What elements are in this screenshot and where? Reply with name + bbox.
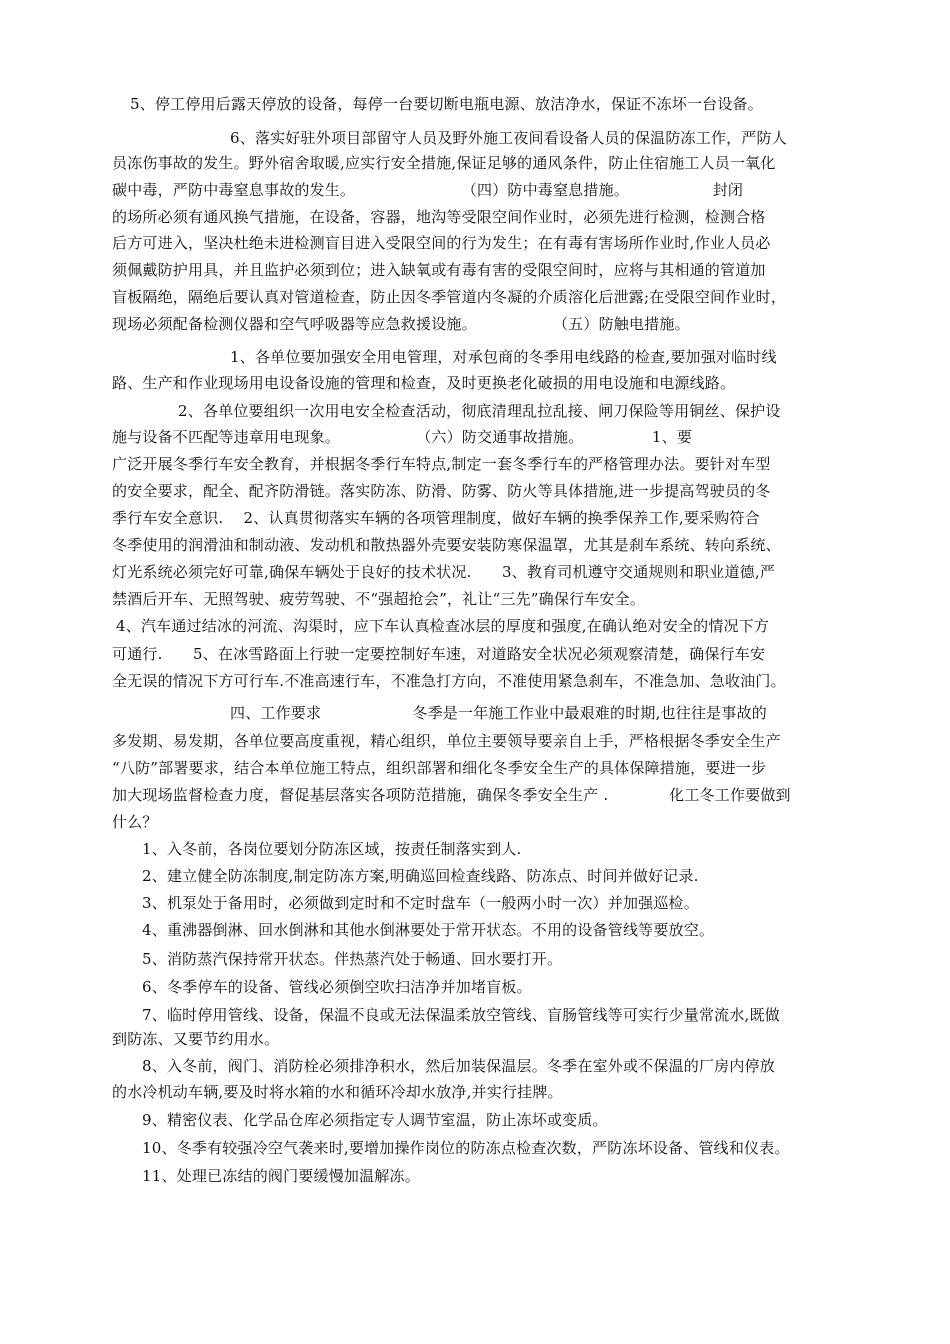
text-line-21: 可通行. 5、在冰雪路面上行驶一定要控制好车速，对道路安全状况必须观察清楚，确保行车安 [112,645,766,663]
text-line-32: 5、消防蒸汽保持常开状态。伴热蒸汽处于畅通、回水要打开。 [142,950,563,968]
text-line-20: 4、汽车通过结冰的河流、沟渠时，应下车认真检查冰层的厚度和强度,在确认绝对安全的情况下方 [116,617,770,635]
text-line-4: 碳中毒，严防中毒窒息事故的发生。 （四）防中毒窒息措施。 封闭 [112,181,744,199]
text-line-12: 2、各单位要组织一次用电安全检查活动，彻底清理乱拉乱接、闸刀保险等用铜丝、保护设 [178,402,781,420]
text-line-8: 盲板隔绝，隔绝后要认真对管道检查，防止因冬季管道内冬凝的介质溶化后泄露;在受限空间作业时， [112,288,787,306]
text-line-23: 四、工作要求 冬季是一年施工作业中最艰难的时期,也往往是事故的 [230,704,767,722]
text-line-3: 员冻伤事故的发生。野外宿舍取暖,应实行安全措施,保证足够的通风条件，防止住宿施工人员一氧化 [112,154,776,172]
text-line-26: 加大现场监督检查力度，督促基层落实各项防范措施，确保冬季安全生产 . 化工冬工作要做到 [112,786,791,804]
text-line-25: “八防”部署要求，结合本单位施工特点，组织部署和细化冬季安全生产的具体保障措施，要进一步 [112,759,767,777]
text-line-29: 2、建立健全防冻制度,制定防冻方案,明确巡回检查线路、防冻点、时间并做好记录. [142,867,699,885]
text-line-16: 季行车安全意识. 2、认真贯彻落实车辆的各项管理制度，做好车辆的换季保养工作,要采购符合 [112,509,760,527]
text-line-7: 须佩戴防护用具，并且监护必须到位；进入缺氧或有毒有害的受限空间时，应将与其相通的管道加 [112,261,766,279]
text-line-24: 多发期、易发期，各单位要高度重视，精心组织，单位主要领导要亲自上手，严格根据冬季安全生产 [112,732,781,750]
text-line-28: 1、入冬前，各岗位要划分防冻区域，按责任制落实到人. [142,840,522,858]
text-line-34: 7、临时停用管线、设备，保温不良或无法保温柔放空管线、盲肠管线等可实行少量常流水,既做 [142,1006,780,1024]
text-line-9: 现场必须配备检测仪器和空气呼吸器等应急救援设施。 （五）防触电措施。 [112,315,690,333]
text-line-35: 到防冻、又要节约用水。 [112,1030,280,1048]
text-line-1: 5、停工停用后露天停放的设备，每停一台要切断电瓶电源、放洁净水，保证不冻坏一台设备。 [130,95,763,113]
text-line-40: 11、处理已冻结的阀门要缓慢加温解冻。 [142,1167,420,1185]
text-line-6: 后方可进入，坚决杜绝未进检测盲目进入受限空间的行为发生；在有毒有害场所作业时,作业人员必 [112,234,771,252]
text-line-15: 的安全要求，配全、配齐防滑链。落实防冻、防滑、防雾、防火等具体措施,进一步提高驾驶员的冬 [112,482,771,500]
text-line-10: 1、各单位要加强安全用电管理，对承包商的冬季用电线路的检查,要加强对临时线 [230,348,777,366]
text-line-22: 全无误的情况下方可行车.不准高速行车，不准急打方向，不准使用紧急刹车，不准急加、急收油门。 [112,672,786,690]
text-line-17: 冬季使用的润滑油和制动液、发动机和散热器外壳要安装防寒保温罩，尤其是刹车系统、转向系统、 [112,536,781,554]
text-line-38: 9、精密仪表、化学品仓库必须指定专人调节室温，防止冻坏或变质。 [142,1111,608,1129]
text-line-30: 3、机泵处于备用时，必须做到定时和不定时盘车（一般两小时一次）并加强巡检。 [142,894,699,912]
text-line-31: 4、重沸器倒淋、回水倒淋和其他水倒淋要处于常开状态。不用的设备管线等要放空。 [142,921,715,939]
text-line-33: 6、冬季停车的设备、管线必须倒空吹扫洁净并加堵盲板。 [142,978,532,996]
text-line-18: 灯光系统必须完好可靠,确保车辆处于良好的技术状况. 3、教育司机遵守交通规则和职业道德,严 [112,563,776,581]
text-line-2: 6、落实好驻外项目部留守人员及野外施工夜间看设备人员的保温防冻工作，严防人 [230,129,787,147]
text-line-19: 禁酒后开车、无照驾驶、疲劳驾驶、不“强超抢会”，礼让“三先”确保行车安全。 [112,590,646,608]
text-line-39: 10、冬季有较强冷空气袭来时,要增加操作岗位的防冻点检查次数，严防冻坏设备、管线和仪表。 [142,1139,790,1157]
text-line-5: 的场所必须有通风换气措施，在设备，容器，地沟等受限空间作业时，必须先进行检测，检测合格 [112,208,766,226]
text-line-36: 8、入冬前，阀门、消防栓必须排净积水，然后加装保温层。冬季在室外或不保温的厂房内停放 [142,1057,775,1075]
text-line-14: 广泛开展冬季行车安全教育，并根据冬季行车特点,制定一套冬季行车的严格管理办法。要针对车型 [112,455,771,473]
text-line-13: 施与设备不匹配等违章用电现象。 （六）防交通事故措施。 1、要 [112,428,693,446]
text-line-11: 路、生产和作业现场用电设备设施的管理和检查，及时更换老化破损的用电设施和电源线路。 [112,374,736,392]
text-line-27: 什么？ [112,813,158,831]
text-line-37: 的水冷机动车辆,要及时将水箱的水和循环冷却水放净,并实行挂牌。 [112,1083,563,1101]
